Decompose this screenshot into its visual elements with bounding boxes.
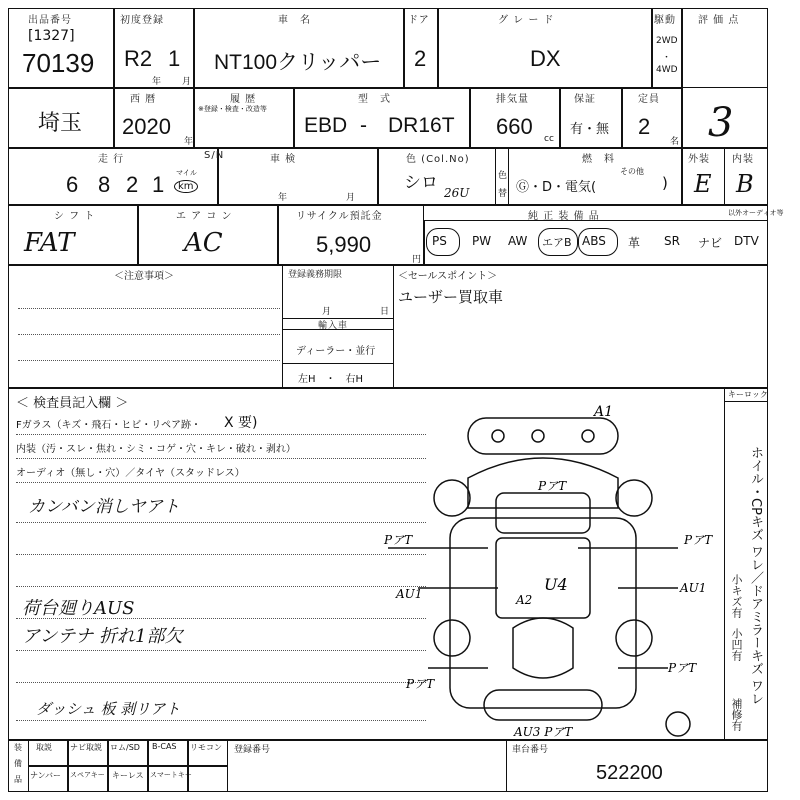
model-year-unit: 年 (184, 137, 194, 147)
displacement-value: 660 (496, 114, 533, 139)
wheel-front-right (616, 480, 652, 516)
color-change-1: 色 (498, 171, 508, 181)
inspection-label: 車 検 (270, 154, 297, 165)
equip-leather: 革 (628, 236, 641, 250)
acc-keyless: キーレス (112, 771, 144, 780)
inspector-title: ＜ 検査員記入欄 ＞ (16, 396, 129, 411)
mark-right-mid: AU1 (680, 581, 707, 595)
month-unit: 月 (182, 77, 192, 87)
circle-airbag (538, 228, 578, 256)
km-unit: km (174, 180, 198, 193)
mileage-digit-1: 6 (66, 172, 79, 197)
import-label: 輸入車 (318, 321, 349, 331)
cabin (496, 538, 590, 618)
equip-navi: ナビ (698, 236, 723, 250)
color-label: 色 (Col.No) (406, 154, 470, 165)
line-1 (16, 434, 426, 435)
mark-left-front: PアT (384, 533, 413, 547)
yen-unit: 円 (412, 255, 422, 265)
model-year: 2020 (122, 114, 171, 139)
caution-line-1 (18, 308, 280, 309)
chassis-label: 車台番号 (512, 745, 549, 755)
wheel-front-left (434, 480, 470, 516)
equip-abs: ABS (582, 234, 606, 248)
model-dash: - (360, 114, 367, 137)
glass-line: Fガラス（キズ・飛石・ヒビ・リペア跡・ (16, 420, 202, 431)
status-label: S/N (204, 150, 225, 161)
fuel-close: ) (662, 174, 668, 192)
mile-unit: マイル (176, 169, 197, 177)
color-number: 26U (444, 186, 470, 200)
mark-bonnet: PアT (538, 479, 567, 493)
fuel-options: Ⓖ・D・電気( (516, 180, 597, 195)
shift-label: シ フ ト (54, 211, 96, 222)
capacity-value: 2 (638, 114, 651, 139)
inspection-year: 年 (278, 193, 288, 203)
fuel-label: 燃 料 (582, 154, 615, 165)
car-damage-diagram (384, 398, 718, 739)
exterior-value: E (694, 170, 712, 198)
ac-value: AC (184, 228, 223, 258)
lot-label: 出品番号 (28, 15, 72, 26)
acc-smart-key: スマートキー (150, 771, 192, 779)
model-prefix: EBD (304, 114, 348, 137)
line-3 (16, 482, 426, 483)
grade-label: グ レ ー ド (498, 15, 555, 26)
equip-label: 純 正 装 備 品 (528, 211, 600, 222)
acc-remote: リモコン (190, 743, 222, 752)
hand-note-1: カンバン消しヤアト (28, 497, 180, 517)
hold-label: 保証 (574, 94, 596, 105)
wheel-rear-right (616, 620, 652, 656)
doors-value: 2 (414, 46, 427, 71)
option-label: 以外オーディオ等 (728, 209, 784, 217)
mark-right-rear: PアT (668, 661, 697, 675)
color-change-2: 替 (498, 189, 508, 199)
equip-aw: AW (508, 234, 528, 248)
rec-period-label: 登録義務期限 (288, 270, 343, 280)
car-name: NT100クリッパー (214, 51, 382, 74)
recycle-label: リサイクル預託金 (296, 211, 383, 222)
caution-label: ＜注意事項＞ (114, 271, 174, 282)
rec-month: 月 (322, 307, 332, 317)
wheel-text: ホイル・CPキズ ワレ／ドアミラーキズ ワレ (748, 446, 763, 706)
year-unit: 年 (152, 77, 162, 87)
audio-line: オーディオ（無し・穴）／タイヤ（スタッドレス） (16, 468, 245, 479)
mark-center: A2 (516, 593, 533, 607)
displacement-label: 排気量 (496, 94, 529, 105)
hand-note-3: アンテナ 折れ1部欠 (22, 626, 183, 647)
mark-rear: AU3 PアT (514, 725, 573, 739)
line-4 (16, 522, 426, 523)
history-label: 履 歴 (230, 94, 257, 105)
front-bumper (468, 418, 618, 454)
acc-manual: 取説 (36, 743, 52, 752)
auction-sheet (8, 8, 784, 792)
acc-cell-10 (188, 766, 228, 792)
roof (513, 618, 573, 678)
hold-value: 有・無 (570, 122, 610, 137)
mileage-digit-3: 2 (126, 172, 139, 197)
score-cell (682, 8, 768, 148)
model-year-label: 西 暦 (130, 94, 157, 105)
capacity-unit: 名 (670, 137, 680, 147)
sub-text-1: 小キズ有 (730, 574, 743, 618)
line-10 (16, 720, 426, 721)
equip-dtv: DTV (734, 234, 759, 248)
spare-wheel (666, 712, 690, 736)
acc-navi-manual: ナビ取説 (70, 743, 102, 752)
mileage-label: 走 行 (98, 154, 125, 165)
equip-pw: PW (472, 234, 492, 248)
model-code: DR16T (388, 114, 455, 137)
line-5 (16, 554, 426, 555)
caution-line-3 (18, 360, 280, 361)
mileage-digit-2: 8 (98, 172, 111, 197)
caution-line-2 (18, 334, 280, 335)
mark-left-rear: PアT (406, 677, 435, 691)
equip-sr: SR (664, 234, 680, 248)
line-6 (16, 586, 426, 587)
mark-right-front: PアT (684, 533, 713, 547)
inspection-month: 月 (346, 193, 356, 203)
rec-day: 日 (380, 307, 390, 317)
score-label: 評 価 点 (698, 15, 740, 26)
ac-label: エ ア コ ン (176, 211, 233, 222)
hand-note-4: ダッシュ 板 剥リアト (36, 700, 181, 718)
area-value: 埼玉 (38, 110, 83, 135)
front-lamp-center (532, 430, 544, 442)
mark-left-mid: AU1 (396, 587, 423, 601)
mileage-digit-4: 1 (152, 172, 165, 197)
first-reg-month: 1 (168, 46, 181, 71)
score-value: 3 (708, 100, 734, 146)
circle-abs (578, 228, 618, 256)
drive-label: 駆動 (654, 15, 676, 26)
first-reg-era: R2 (124, 46, 153, 71)
interior-label: 内装 (732, 154, 754, 165)
history-note: ※登録・検査・改造等 (198, 105, 267, 113)
drive-2wd: 2WD (656, 36, 678, 46)
equip-airbag: エアB (542, 236, 572, 249)
exterior-label: 外装 (688, 154, 710, 165)
steering-value: 左H ・ 右H (298, 374, 364, 385)
line-9 (16, 682, 426, 683)
drive-4wd: 4WD (656, 65, 678, 75)
mark-roof: U4 (544, 575, 568, 594)
capacity-label: 定員 (638, 94, 660, 105)
interior-value: B (736, 170, 754, 198)
front-lamp-right (582, 430, 594, 442)
front-lamp-left (492, 430, 504, 442)
key-lock-label: キーロック (728, 390, 768, 399)
drive-dot: ・ (662, 53, 672, 63)
wheel-rear-left (434, 620, 470, 656)
line-2 (16, 458, 426, 459)
fuel-other: その他 (620, 167, 644, 176)
interior-line: 内装（汚・スレ・焦れ・シミ・コゲ・穴・キレ・破れ・剥れ） (16, 444, 296, 455)
mark-front: A1 (594, 404, 614, 420)
grade-value: DX (530, 46, 561, 71)
line-8 (16, 650, 426, 651)
acc-plate: ナンバー (30, 771, 62, 780)
line-7 (16, 618, 426, 619)
lot-sub: [1327] (28, 28, 75, 44)
body-outline (450, 518, 636, 708)
acc-bcas: B-CAS (152, 742, 177, 751)
car-name-label: 車 名 (278, 15, 311, 26)
sub-text-2: 小凹有 (730, 628, 743, 661)
equip-ps: PS (432, 234, 447, 248)
reg-no-label: 登録番号 (234, 745, 271, 755)
model-label: 型 式 (358, 94, 391, 105)
windshield (496, 493, 590, 533)
sales-point: ユーザー買取車 (398, 288, 504, 306)
side-label-1: 装 (14, 743, 22, 752)
acc-spare-key: スペアキー (70, 771, 105, 779)
rear-bumper (484, 690, 602, 720)
recycle-value: 5,990 (316, 232, 372, 257)
first-reg-label: 初度登録 (120, 15, 164, 26)
sub-text-3: 補修有 (730, 698, 743, 731)
acc-rom: ロム/SD (110, 743, 140, 752)
chassis-number: 522200 (596, 762, 663, 784)
shift-value: FAT (24, 228, 75, 258)
circle-ps (426, 228, 460, 256)
side-label-2: 備 (14, 759, 22, 768)
cc-unit: cc (544, 134, 554, 144)
glass-mark: X 要) (224, 415, 258, 431)
doors-label: ドア (408, 15, 430, 26)
color-value: シロ (404, 173, 438, 193)
side-label-3: 品 (14, 775, 22, 784)
dealer-value: ディーラー・並行 (296, 346, 376, 357)
hand-note-2: 荷台廻りAUS (22, 598, 135, 619)
sales-point-label: ＜セールスポイント＞ (398, 271, 498, 282)
lot-number: 70139 (22, 48, 95, 78)
